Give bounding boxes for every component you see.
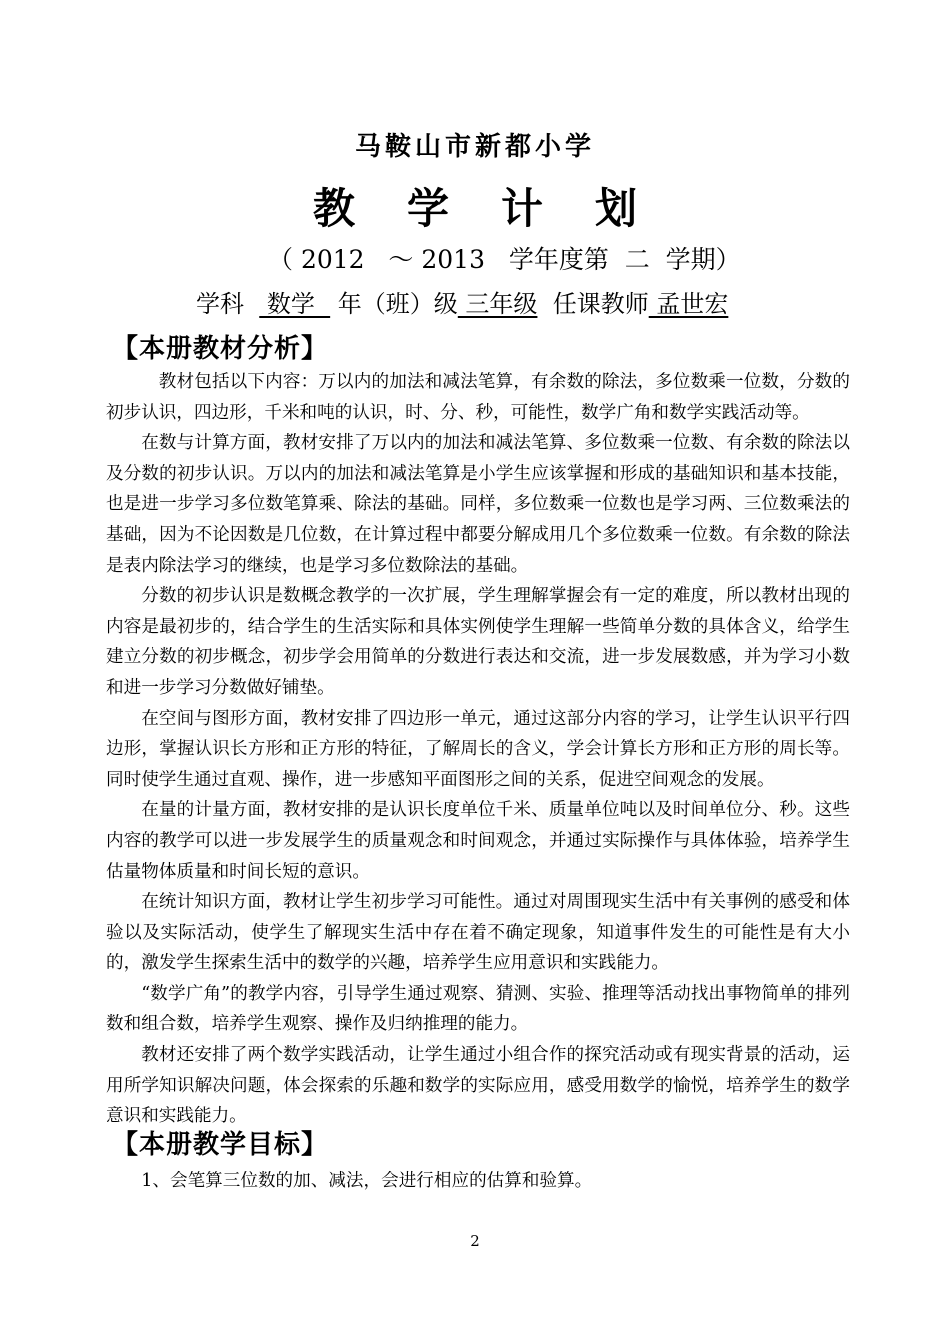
analysis-body bbox=[106, 367, 850, 1132]
paragraph: 在空间与图形方面，教材安排了四边形一单元，通过这部分内容的学习，让学生认识平行四边形，掌握认识长方形和正方形的特征，了解周长的含义，学会计算长方形和正方形的周长等。同时使学生通过直观、操作，进一步感知平面图形之间的关系，促进空间观念的发展。 bbox=[106, 708, 850, 790]
section-heading-analysis: 【本册教材分析】 bbox=[112, 334, 329, 364]
goal-item: 1、会笔算三位数的加、减法，会进行相应的估算和验算。 bbox=[141, 1171, 593, 1191]
grade-value: 三年级 bbox=[457, 290, 538, 318]
paragraph: 教材包括以下内容：万以内的加法和减法笔算，有余数的除法，多位数乘一位数，分数的初步认识，四边形，千米和吨的认识，时、分、秒，可能性，数学广角和数学实践活动等。 bbox=[106, 372, 850, 423]
subject-label: 学科 bbox=[196, 290, 244, 318]
school-year-line: （ 2012 ～ 2013 学年度第 二 学期） bbox=[268, 245, 741, 274]
teacher-label: 任课教师 bbox=[552, 290, 649, 318]
subject-value: 数学 bbox=[259, 290, 331, 318]
school-name: 马鞍山市新都小学 bbox=[354, 132, 595, 162]
page-number: 2 bbox=[470, 1232, 480, 1250]
goals-list bbox=[106, 1166, 850, 1196]
paragraph: “数学广角”的教学内容，引导学生通过观察、猜测、实验、推理等活动找出事物简单的排列数和组合数，培养学生观察、操作及归纳推理的能力。 bbox=[106, 983, 850, 1035]
teacher-value: 孟世宏 bbox=[648, 290, 729, 318]
paragraph: 教材还安排了两个数学实践活动，让学生通过小组合作的探究活动或有现实背景的活动，运用所学知识解决问题，体会探索的乐趣和数学的实际应用，感受用数学的愉悦，培养学生的数学意识和实践能力。 bbox=[106, 1045, 850, 1127]
page-title: 教学计划 bbox=[312, 184, 689, 233]
course-info-line bbox=[196, 284, 728, 319]
paragraph: 分数的初步认识是数概念教学的一次扩展，学生理解掌握会有一定的难度，所以教材出现的内容是最初步的，结合学生的生活实际和具体实例使学生理解一些简单分数的具体含义，给学生建立分数的初步概念，初步学会用简单的分数进行表达和交流，进一步发展数感，并为学习小数和进一步学习分数做好铺垫。 bbox=[106, 586, 850, 698]
grade-label: 年（班）级 bbox=[337, 290, 458, 318]
paragraph: 在统计知识方面，教材让学生初步学习可能性。通过对周围现实生活中有关事例的感受和体验以及实际活动，使学生了解现实生活中存在着不确定现象，知道事件发生的可能性是有大小的，激发学生探索生活中的数学的兴趣，培养学生应用意识和实践能力。 bbox=[106, 892, 850, 974]
section-heading-goals: 【本册教学目标】 bbox=[112, 1130, 329, 1160]
paragraph: 在量的计量方面，教材安排的是认识长度单位千米、质量单位吨以及时间单位分、秒。这些内容的教学可以进一步发展学生的质量观念和时间观念，并通过实际操作与具体体验，培养学生估量物体质量和时间长短的意识。 bbox=[106, 800, 850, 882]
paragraph: 在数与计算方面，教材安排了万以内的加法和减法笔算、多位数乘一位数、有余数的除法以及分数的初步认识。万以内的加法和减法笔算是小学生应该掌握和形成的基础知识和基本技能，也是进一步学习多位数笔算乘、除法的基础。同样，多位数乘一位数也是学习两、三位数乘法的基础，因为不论因数是几位数，在计算过程中都要分解成用几个多位数乘一位数。有余数的除法是表内除法学习的继续，也是学习多位数除法的基础。 bbox=[106, 433, 850, 576]
